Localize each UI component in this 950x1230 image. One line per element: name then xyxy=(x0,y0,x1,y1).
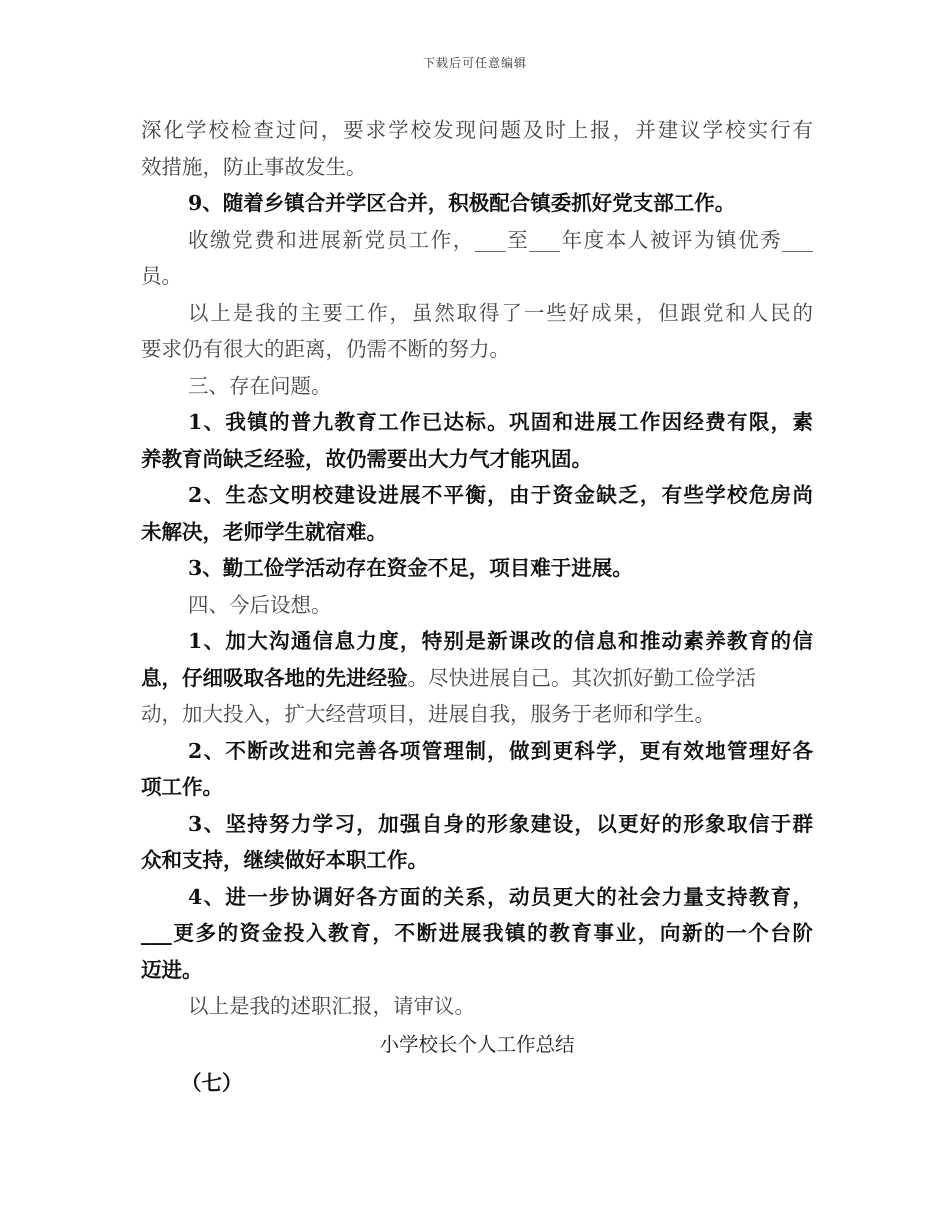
paragraph-line: 深化学校检查过问，要求学校发现问题及时上报，并建议学校实行有 xyxy=(141,118,813,142)
paragraph-line: 2、不断改进和完善各项管理制，做到更科学，更有效地管理好各 xyxy=(188,738,813,763)
paragraph-line: 养教育尚缺乏经验，故仍需要出大力气才能巩固。 xyxy=(141,446,592,471)
paragraph-line: 收缴党费和进展新党员工作，___至___年度本人被评为镇优秀___ xyxy=(188,227,813,252)
paragraph-line xyxy=(141,660,813,697)
paragraph-line: 员。 xyxy=(141,264,182,288)
paragraph-line: ___更多的资金投入教育，不断进展我镇的教育事业，向新的一个台阶 xyxy=(141,921,813,945)
paragraph-line: 9、随着乡镇合并学区合并，积极配合镇委抓好党支部工作。 xyxy=(188,191,736,215)
paragraph-line: 项工作。 xyxy=(141,775,223,799)
paragraph-line: 以上是我的述职汇报，请审议。 xyxy=(188,994,475,1018)
page-header: 下载后可任意编辑 xyxy=(422,56,527,70)
paragraph-line-bold-part: 息，仔细吸取各地的先进经验 xyxy=(141,665,408,690)
paragraph-line: 2、生态文明校建设进展不平衡，由于资金缺乏，有些学校危房尚 xyxy=(188,483,813,507)
paragraph-line: 4、进一步协调好各方面的关系，动员更大的社会力量支持教育， xyxy=(188,884,813,909)
paragraph-line: 众和支持，继续做好本职工作。 xyxy=(141,848,428,872)
paragraph-line: 1、加大沟通信息力度，特别是新课改的信息和推动素养教育的信 xyxy=(188,629,813,653)
section-heading: 三、存在问题。 xyxy=(188,373,332,398)
paragraph-line: 动，加大投入，扩大经营项目，进展自我，服务于老师和学生。 xyxy=(141,702,715,726)
paragraph-line: 效措施，防止事故发生。 xyxy=(141,154,367,179)
paragraph-line: 1、我镇的普九教育工作已达标。巩固和进展工作因经费有限，素 xyxy=(188,410,813,434)
paragraph-line: 要求仍有很大的距离，仍需不断的努力。 xyxy=(141,337,510,361)
paragraph-line: 3、勤工俭学活动存在资金不足，项目难于进展。 xyxy=(188,556,633,580)
section-number: （七） xyxy=(181,1071,243,1095)
paragraph-line: 未解决，老师学生就宿难。 xyxy=(141,519,387,544)
paragraph-line: 迈进。 xyxy=(141,957,203,982)
paragraph-line: 以上是我的主要工作，虽然取得了一些好成果，但跟党和人民的 xyxy=(188,300,813,325)
section-heading: 四、今后设想。 xyxy=(188,592,332,617)
document-body xyxy=(141,112,813,1102)
paragraph-line-light-part: 。尽快进展自己。其次抓好勤工俭学活 xyxy=(407,665,756,690)
paragraph-line: 3、坚持努力学习，加强自身的形象建设，以更好的形象取信于群 xyxy=(188,811,813,836)
document-title: 小学校长个人工作总结 xyxy=(379,1032,575,1056)
